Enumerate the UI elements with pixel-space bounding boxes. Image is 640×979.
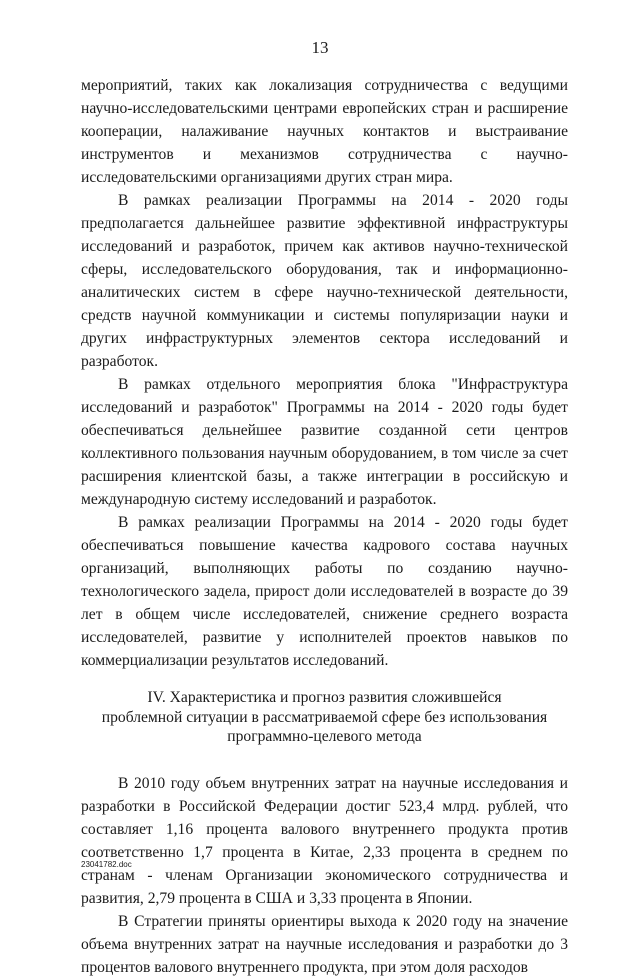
section-heading-line-1: IV. Характеристика и прогноз развития сложившейся xyxy=(147,689,502,706)
document-body xyxy=(81,74,568,979)
paragraph-rnd-expenditure-2010: В 2010 году объем внутренних затрат на научные исследования и разработки в Российской Федерации достиг 523,4 млрд. рублей, что составляет 1,16 процента валового внутреннего продукта против соответственно 1,7 процента в Китае, 2,33 процента в среднем по странам - членам Организации экономического сотрудничества и развития, 2,79 процента в США и 3,33 процента в Японии. xyxy=(81,774,568,907)
paragraph-personnel-quality: В рамках реализации Программы на 2014 - 2020 годы будет обеспечиваться повышение качества кадрового состава научных организаций, выполняющих работы по созданию научно-технологического задела, прирост доли исследователей в возрасте до 39 лет в общем числе исследователей, снижение среднего возраста исследователей, развитие у исполнителей проектов навыков по коммерциализации результатов исследований. xyxy=(81,514,568,669)
section-heading-line-2: проблемной ситуации в рассматриваемой сфере без использования xyxy=(101,708,548,726)
paragraph-strategy-targets: В Стратегии приняты ориентиры выхода к 2020 году на значение объема внутренних затрат на научные исследования и разработки до 3 процентов валового внутреннего продукта, при этом доля расходов xyxy=(81,912,568,976)
section-heading xyxy=(81,688,568,747)
paragraph-continuation: мероприятий, таких как локализация сотрудничества с ведущими научно-исследовательскими центрами европейских стран и расширение кооперации, налаживание научных контактов и выстраивание инструментов и механизмов сотрудничества с научно-исследовательскими организациями других стран мира. xyxy=(81,77,568,186)
section-heading-line-3: программно-целевого метода xyxy=(227,728,422,745)
paragraph-shared-equipment-centers: В рамках отдельного мероприятия блока "Инфраструктура исследований и разработок" Программы на 2014 - 2020 годы будет обеспечиваться дельнейшее развитие созданной сети центров коллективного пользования научным оборудованием, в том числе за счет расширения клиентской базы, а также интеграции в российскую и международную систему исследований и разработок. xyxy=(81,376,568,508)
file-name-footer: 23041782.doc xyxy=(81,860,132,869)
page-number: 13 xyxy=(311,38,329,57)
paragraph-infrastructure-plan: В рамках реализации Программы на 2014 - 2020 годы предполагается дальнейшее развитие эффективной инфраструктуры исследований и разработок, причем как активов научно-технической сферы, исследовательского оборудования, так и информационно-аналитических систем в сфере научно-технической деятельности, средств научной коммуникации и системы популяризации науки и других инфраструктурных элементов сектора исследований и разработок. xyxy=(81,192,568,370)
